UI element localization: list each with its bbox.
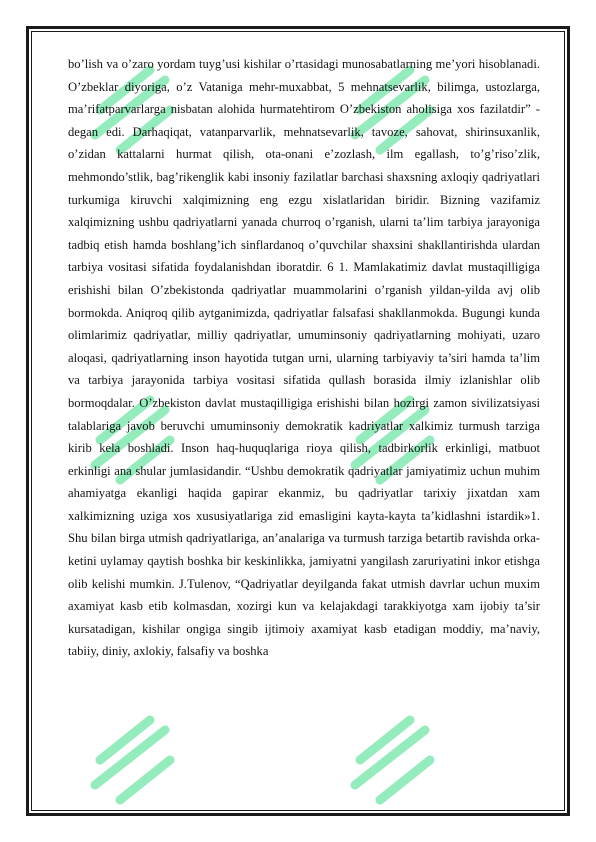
document-body xyxy=(68,53,540,663)
body-paragraph: bo’lish va o’zaro yordam tuyg’usi kishilar o’rtasidagi munosabatlarning me’yori hisoblanadi. O’zbeklar diyoriga, o’z Vataniga mehr-muxabbat, 5 mehnatsevarlik, bilimga, ustozlarga, ma’rifatparvarlarga nisbatan alohida hurmatehtirom O’zbekiston aholisiga xos fazilatdir” - degan edi. Darhaqiqat, vatanparvarlik, mehnatsevarlik, tavoze, sahovat, shirinsuxanlik, o’zidan kattalarni hurmat qilish, ota-onani e’zozlash, ilm egallash, to’g’riso’zlik, mehmondo’stlik, bag’rikenglik kabi insoniy fazilatlar barchasi shaxsning axloqiy qadriyatlari turkumiga kiruvchi xalqimizning eng ezgu xislatlaridan biridir. Bizning vazifamiz xalqimizning ushbu qadriyatlarni yanada churroq o’rganish, ularni ta’lim tarbiya jarayoniga tadbiq etish hamda boshlang’ich sinflardanoq o’quvchilar shaxsini shakllantirishda ulardan tarbiya vositasi sifatida foydalanishdan iboratdir. 6 1. Mamlakatimiz davlat mustaqilligiga erishishi bilan O’zbekistonda qadriyatlar muammolarini o’rganish yildan-yilda avj olib bormokda. Aniqroq qilib aytganimizda, qadriyatlar falsafasi shakllanmokda. Bugungi kunda olimlarimiz qadriyatlar, milliy qadriyatlar, umuminsoniy qadriyatlarning mohiyati, uzaro aloqasi, qadriyatlarning inson hayotida tutgan urni, ularning tarbiyaviy ta’siri hamda ta’lim va tarbiya jarayonida tarbiya vositasi sifatida qullash borasida ilmiy izlanishlar olib bormoqdalar. O’zbekiston davlat mustaqilligiga erishishi bilan hozirgi zamon sivilizatsiyasi talablariga javob beruvchi umuminsoniy demokratik kadriyatlar xalkimiz turmush tarziga kirib kela boshladi. Inson haq-huquqlariga rioya qilish, tadbirkorlik erkinligi, matbuot erkinligi ana shular jumlasidandir. “Ushbu demokratik qadriyatlar jamiyatimiz uchun muhim ahamiyatga ekanligi haqida gapirar ekanmiz, bu qadriyatlar tarixiy jixatdan xam xalkimizning uziga xos xususiyatlariga zid emasligini kayta-kayta ta’kidlashni istardik»1. Shu bilan birga utmish qadriyatlariga, an’analariga va turmush tarziga betartib ravishda orka-ketini uylamay qaytish boshka bir keskinlikka, jamiyatni yangilash zaruriyatini inkor etishga olib kelishi mumkin. J.Tulenov, “Qadriyatlar deyilganda fakat utmish davrlar uchun muxim axamiyat kasb etib kolmasdan, xozirgi kun va kelajakdagi tarakkiyotga xam ijobiy ta’sir kursatadigan, kishilar ongiga singib ijtimoiy axamiyat kasb etadigan moddiy, ma’naviy, tabiiy, diniy, axlokiy, falsafiy va boshka xyxy=(68,57,540,659)
